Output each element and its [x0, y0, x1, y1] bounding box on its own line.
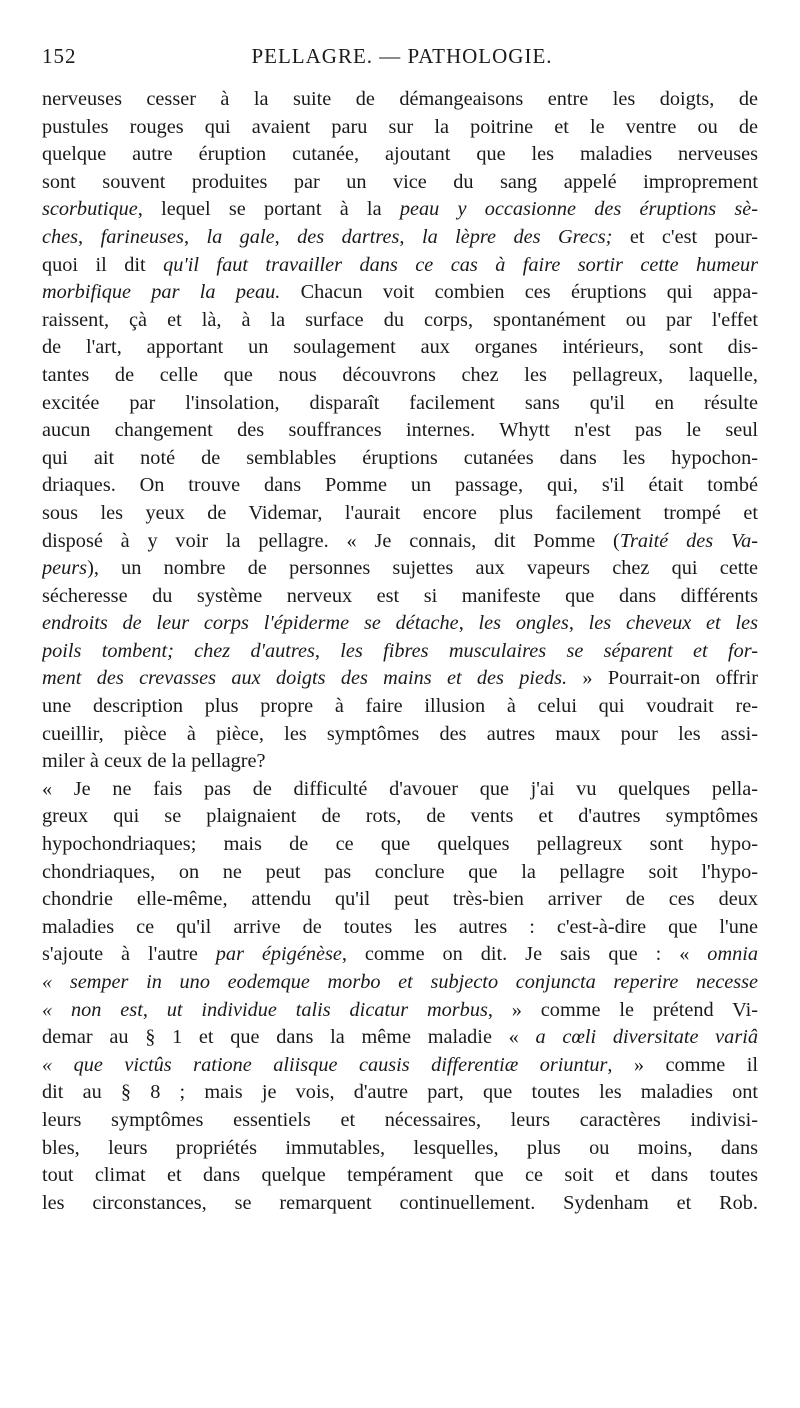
- text-segment: Chacun voit combien ces éruptions qui appa-: [280, 281, 758, 304]
- text-segment: et c'est pour-: [612, 225, 758, 248]
- text-segment: ,: [399, 225, 422, 248]
- italic-text: les cheveux et les: [588, 612, 758, 635]
- body-text: [42, 86, 758, 1217]
- italic-text: endroits de leur corps l'épiderme se détache: [42, 612, 459, 635]
- text-line: [42, 748, 758, 776]
- italic-text: ment des crevasses aux doigts des mains et des pieds.: [42, 667, 568, 690]
- text-line: [42, 390, 758, 418]
- text-segment: demar au § 1 et que dans la même maladie «: [42, 1026, 536, 1049]
- text-line: [42, 169, 758, 197]
- text-segment: chondrie elle-même, attendu qu'il peut très-bien arriver de ces deux: [42, 888, 758, 911]
- text-line: [42, 1052, 758, 1080]
- text-segment: excitée par l'insolation, disparaît facilement sans qu'il en résulte: [42, 391, 758, 414]
- text-line: [42, 196, 758, 224]
- text-segment: les circonstances, se remarquent continuellement. Sydenham et Rob.: [42, 1191, 758, 1214]
- italic-text: ut individue talis dicatur morbus: [166, 998, 488, 1021]
- italic-text: qu'il faut travailler dans ce cas à faire sortir cette humeur: [163, 253, 758, 276]
- text-line: [42, 362, 758, 390]
- text-segment: ,: [274, 225, 298, 248]
- text-line: [42, 86, 758, 114]
- text-line: [42, 803, 758, 831]
- italic-text: par épigénèse: [215, 943, 342, 966]
- text-line: [42, 610, 758, 638]
- text-segment: ,: [142, 998, 167, 1021]
- running-title: PELLAGRE. — PATHOLOGIE.: [251, 44, 553, 68]
- text-line: [42, 914, 758, 942]
- text-line: [42, 528, 758, 556]
- text-segment: quelque autre éruption cutanée, ajoutant que les maladies nerveuses: [42, 143, 758, 166]
- text-line: [42, 252, 758, 280]
- italic-text: poils tombent; chez d'autres: [42, 639, 315, 662]
- italic-text: des dartres: [297, 225, 400, 248]
- text-line: [42, 1135, 758, 1163]
- text-segment: raissent, çà et là, à la surface du corps, spontanément ou par l'effet: [42, 308, 758, 331]
- text-segment: miler à ceux de la pellagre?: [42, 750, 266, 773]
- text-line: [42, 1162, 758, 1190]
- text-segment: sont souvent produites par un vice du sang appelé improprement: [42, 170, 758, 193]
- italic-text: peurs: [42, 557, 88, 580]
- text-segment: ,: [78, 225, 101, 248]
- italic-text: les fibres musculaires se séparent et for-: [340, 639, 758, 662]
- text-line: [42, 941, 758, 969]
- text-segment: chondriaques, on ne peut pas conclure que la pellagre soit l'hypo-: [42, 860, 758, 883]
- italic-text: « que victûs ratione aliisque causis differentiæ oriuntur: [42, 1053, 608, 1076]
- text-segment: nerveuses cesser à la suite de démangeaisons entre les doigts, de: [42, 88, 758, 110]
- text-line: [42, 665, 758, 693]
- text-line: [42, 334, 758, 362]
- text-segment: , lequel se portant à la: [137, 198, 400, 221]
- text-line: [42, 141, 758, 169]
- text-line: [42, 1079, 758, 1107]
- text-segment: ,: [458, 612, 479, 635]
- text-line: [42, 693, 758, 721]
- text-segment: bles, leurs propriétés immutables, lesquelles, plus ou moins, dans: [42, 1136, 758, 1159]
- text-line: [42, 886, 758, 914]
- italic-text: les ongles: [478, 612, 569, 635]
- text-line: [42, 417, 758, 445]
- text-segment: greux qui se plaignaient de rots, de vents et d'autres symptômes: [42, 805, 758, 828]
- text-line: [42, 500, 758, 528]
- text-line: [42, 859, 758, 887]
- text-segment: tout climat et dans quelque tempérament que ce soit et dans toutes: [42, 1164, 758, 1187]
- text-segment: cueillir, pièce à pièce, les symptômes des autres maux pour les assi-: [42, 722, 758, 745]
- text-line: [42, 114, 758, 142]
- page-number: 152: [42, 44, 77, 68]
- text-segment: de l'art, apportant un soulagement aux organes intérieurs, sont dis-: [42, 336, 758, 359]
- italic-text: « non est: [42, 998, 143, 1021]
- text-line: [42, 997, 758, 1025]
- text-segment: s'ajoute à l'autre: [42, 943, 216, 966]
- text-line: [42, 721, 758, 749]
- text-line: [42, 472, 758, 500]
- text-segment: pustules rouges qui avaient paru sur la poitrine et le ventre ou de: [42, 115, 758, 138]
- text-segment: maladies ce qu'il arrive de toutes les autres : c'est-à-dire que l'une: [42, 915, 758, 938]
- italic-text: la gale: [206, 225, 275, 248]
- italic-text: morbifique par la peau.: [42, 281, 281, 304]
- text-segment: » Pourrait-on offrir: [567, 667, 758, 690]
- text-line: [42, 1024, 758, 1052]
- text-segment: hypochondriaques; mais de ce que quelques pellagreux sont hypo-: [42, 833, 758, 856]
- text-line: [42, 1190, 758, 1218]
- italic-text: la lèpre des Grecs;: [421, 225, 613, 248]
- text-line: [42, 831, 758, 859]
- text-line: [42, 1107, 758, 1135]
- text-segment: , » comme le prétend Vi-: [487, 998, 758, 1021]
- text-segment: leurs symptômes essentiels et nécessaires, leurs caractères indivisi-: [42, 1108, 758, 1131]
- text-segment: aucun changement des souffrances internes. Whytt n'est pas le seul: [42, 419, 758, 442]
- text-segment: tantes de celle que nous découvrons chez les pellagreux, laquelle,: [42, 363, 758, 386]
- text-segment: driaques. On trouve dans Pomme un passage, qui, s'il était tombé: [42, 474, 758, 497]
- text-segment: ,: [568, 612, 589, 635]
- text-segment: « Je ne fais pas de difficulté d'avouer que j'ai vu quelques pella-: [42, 777, 758, 800]
- text-line: [42, 224, 758, 252]
- italic-text: « semper in uno eodemque morbo et subjecto conjuncta reperire necesse: [42, 971, 758, 993]
- text-segment: disposé à y voir la pellagre. « Je connais, dit Pomme (: [42, 529, 620, 552]
- text-segment: , » comme il: [607, 1053, 758, 1076]
- text-line: [42, 638, 758, 666]
- italic-text: ches: [42, 225, 79, 248]
- text-segment: qui ait noté de semblables éruptions cutanées dans les hypochon-: [42, 446, 758, 469]
- italic-text: farineuses: [100, 225, 184, 248]
- text-line: [42, 307, 758, 335]
- text-segment: ), un nombre de personnes sujettes aux vapeurs chez qui cette: [87, 557, 758, 580]
- text-line: [42, 776, 758, 804]
- text-line: [42, 583, 758, 611]
- text-line: [42, 555, 758, 583]
- text-line: [42, 445, 758, 473]
- text-segment: une description plus propre à faire illusion à celui qui voudrait re-: [42, 695, 758, 718]
- italic-text: omnia: [707, 943, 758, 966]
- text-line: [42, 969, 758, 997]
- text-line: [42, 279, 758, 307]
- text-segment: ,: [183, 225, 207, 248]
- text-segment: ,: [314, 639, 341, 662]
- italic-text: scorbutique: [42, 198, 138, 221]
- text-segment: sécheresse du système nerveux est si manifeste que dans différents: [42, 584, 758, 607]
- page-header: [42, 44, 762, 76]
- text-segment: quoi il dit: [42, 253, 164, 276]
- italic-text: a cœli diversitate variâ: [535, 1026, 758, 1049]
- italic-text: peau y occasionne des éruptions sè-: [399, 198, 758, 221]
- text-segment: , comme on dit. Je sais que : «: [341, 943, 708, 966]
- text-segment: dit au § 8 ; mais je vois, d'autre part, que toutes les maladies ont: [42, 1081, 758, 1104]
- text-segment: sous les yeux de Videmar, l'aurait encore plus facilement trompé et: [42, 501, 758, 524]
- italic-text: Traité des Va-: [619, 529, 758, 552]
